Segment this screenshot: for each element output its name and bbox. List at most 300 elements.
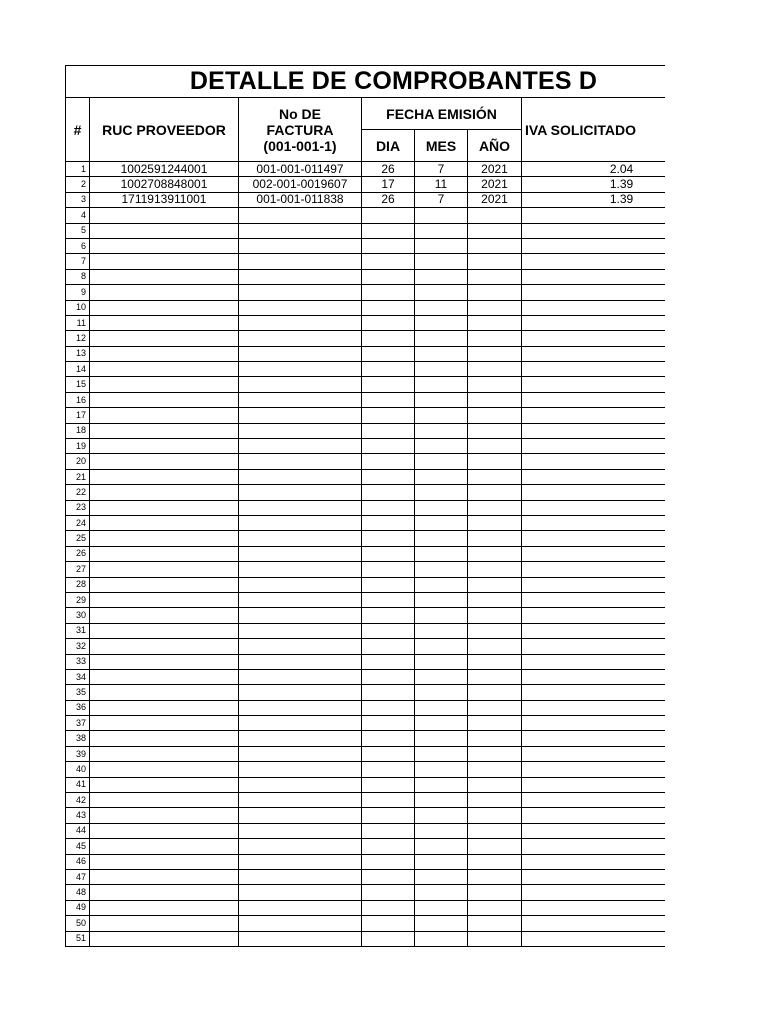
mes-cell[interactable]: [415, 639, 468, 654]
anio-cell[interactable]: 2021: [468, 162, 522, 177]
dia-cell[interactable]: [362, 854, 415, 869]
iva-cell[interactable]: [522, 608, 666, 623]
anio-cell[interactable]: [468, 408, 522, 423]
mes-cell[interactable]: [415, 885, 468, 900]
anio-cell[interactable]: [468, 808, 522, 823]
ruc-cell[interactable]: [90, 377, 239, 392]
anio-cell[interactable]: [468, 485, 522, 500]
iva-cell[interactable]: [522, 900, 666, 915]
row-number[interactable]: 5: [66, 223, 90, 238]
dia-cell[interactable]: [362, 869, 415, 884]
mes-cell[interactable]: [415, 869, 468, 884]
iva-cell[interactable]: [522, 916, 666, 931]
mes-cell[interactable]: 7: [415, 162, 468, 177]
mes-cell[interactable]: [415, 223, 468, 238]
iva-cell[interactable]: [522, 208, 666, 223]
dia-cell[interactable]: [362, 531, 415, 546]
anio-cell[interactable]: [468, 439, 522, 454]
factura-cell[interactable]: [239, 469, 362, 484]
anio-cell[interactable]: [468, 238, 522, 253]
iva-cell[interactable]: [522, 300, 666, 315]
dia-cell[interactable]: [362, 623, 415, 638]
dia-cell[interactable]: [362, 546, 415, 561]
factura-cell[interactable]: [239, 839, 362, 854]
mes-cell[interactable]: [415, 685, 468, 700]
dia-cell[interactable]: [362, 669, 415, 684]
factura-cell[interactable]: [239, 208, 362, 223]
dia-cell[interactable]: [362, 269, 415, 284]
factura-cell[interactable]: [239, 931, 362, 946]
dia-cell[interactable]: [362, 592, 415, 607]
factura-cell[interactable]: [239, 869, 362, 884]
ruc-cell[interactable]: [90, 269, 239, 284]
dia-cell[interactable]: [362, 331, 415, 346]
row-number[interactable]: 16: [66, 392, 90, 407]
factura-cell[interactable]: [239, 808, 362, 823]
mes-cell[interactable]: [415, 823, 468, 838]
mes-cell[interactable]: [415, 269, 468, 284]
mes-cell[interactable]: [415, 238, 468, 253]
anio-cell[interactable]: [468, 454, 522, 469]
dia-cell[interactable]: [362, 900, 415, 915]
factura-cell[interactable]: [239, 285, 362, 300]
factura-cell[interactable]: [239, 269, 362, 284]
ruc-cell[interactable]: [90, 746, 239, 761]
mes-cell[interactable]: [415, 546, 468, 561]
dia-cell[interactable]: [362, 639, 415, 654]
factura-cell[interactable]: [239, 546, 362, 561]
row-number[interactable]: 47: [66, 869, 90, 884]
row-number[interactable]: 14: [66, 362, 90, 377]
dia-cell[interactable]: [362, 762, 415, 777]
anio-cell[interactable]: [468, 423, 522, 438]
factura-cell[interactable]: [239, 331, 362, 346]
dia-cell[interactable]: [362, 285, 415, 300]
dia-cell[interactable]: [362, 254, 415, 269]
ruc-cell[interactable]: [90, 531, 239, 546]
row-number[interactable]: 30: [66, 608, 90, 623]
iva-cell[interactable]: [522, 685, 666, 700]
anio-cell[interactable]: [468, 469, 522, 484]
ruc-cell[interactable]: [90, 685, 239, 700]
ruc-cell[interactable]: [90, 700, 239, 715]
row-number[interactable]: 29: [66, 592, 90, 607]
ruc-cell[interactable]: [90, 669, 239, 684]
row-number[interactable]: 15: [66, 377, 90, 392]
mes-cell[interactable]: [415, 408, 468, 423]
mes-cell[interactable]: [415, 531, 468, 546]
ruc-cell[interactable]: [90, 331, 239, 346]
anio-cell[interactable]: [468, 731, 522, 746]
factura-cell[interactable]: [239, 623, 362, 638]
dia-cell[interactable]: [362, 238, 415, 253]
row-number[interactable]: 45: [66, 839, 90, 854]
ruc-cell[interactable]: [90, 654, 239, 669]
row-number[interactable]: 18: [66, 423, 90, 438]
dia-cell[interactable]: [362, 485, 415, 500]
ruc-cell[interactable]: [90, 423, 239, 438]
iva-cell[interactable]: [522, 808, 666, 823]
anio-cell[interactable]: [468, 623, 522, 638]
factura-cell[interactable]: [239, 700, 362, 715]
factura-cell[interactable]: [239, 408, 362, 423]
mes-cell[interactable]: [415, 362, 468, 377]
anio-cell[interactable]: [468, 746, 522, 761]
dia-cell[interactable]: [362, 346, 415, 361]
header-factura[interactable]: [239, 98, 362, 162]
dia-cell[interactable]: [362, 700, 415, 715]
dia-cell[interactable]: [362, 562, 415, 577]
ruc-cell[interactable]: [90, 839, 239, 854]
row-number[interactable]: 32: [66, 639, 90, 654]
dia-cell[interactable]: [362, 392, 415, 407]
mes-cell[interactable]: 7: [415, 192, 468, 207]
row-number[interactable]: 37: [66, 716, 90, 731]
iva-cell[interactable]: [522, 285, 666, 300]
ruc-cell[interactable]: [90, 808, 239, 823]
row-number[interactable]: 50: [66, 916, 90, 931]
mes-cell[interactable]: [415, 439, 468, 454]
iva-cell[interactable]: [522, 777, 666, 792]
mes-cell[interactable]: [415, 916, 468, 931]
iva-cell[interactable]: [522, 254, 666, 269]
anio-cell[interactable]: [468, 223, 522, 238]
row-number[interactable]: 35: [66, 685, 90, 700]
factura-cell[interactable]: [239, 562, 362, 577]
row-number[interactable]: 33: [66, 654, 90, 669]
row-number[interactable]: 17: [66, 408, 90, 423]
mes-cell[interactable]: [415, 315, 468, 330]
header-ruc[interactable]: RUC PROVEEDOR: [90, 98, 239, 162]
dia-cell[interactable]: [362, 223, 415, 238]
ruc-cell[interactable]: [90, 454, 239, 469]
row-number[interactable]: 26: [66, 546, 90, 561]
row-number[interactable]: 43: [66, 808, 90, 823]
factura-cell[interactable]: [239, 746, 362, 761]
ruc-cell[interactable]: [90, 639, 239, 654]
factura-cell[interactable]: [239, 439, 362, 454]
row-number[interactable]: 7: [66, 254, 90, 269]
iva-cell[interactable]: [522, 793, 666, 808]
iva-cell[interactable]: [522, 515, 666, 530]
factura-cell[interactable]: [239, 238, 362, 253]
ruc-cell[interactable]: [90, 716, 239, 731]
iva-cell[interactable]: [522, 823, 666, 838]
ruc-cell[interactable]: [90, 285, 239, 300]
factura-cell[interactable]: [239, 315, 362, 330]
ruc-cell[interactable]: [90, 439, 239, 454]
factura-cell[interactable]: [239, 900, 362, 915]
factura-cell[interactable]: [239, 454, 362, 469]
factura-cell[interactable]: [239, 223, 362, 238]
row-number[interactable]: 2: [66, 177, 90, 192]
dia-cell[interactable]: [362, 423, 415, 438]
mes-cell[interactable]: [415, 762, 468, 777]
anio-cell[interactable]: [468, 562, 522, 577]
mes-cell[interactable]: [415, 854, 468, 869]
dia-cell[interactable]: [362, 577, 415, 592]
ruc-cell[interactable]: [90, 793, 239, 808]
iva-cell[interactable]: [522, 700, 666, 715]
mes-cell[interactable]: [415, 377, 468, 392]
ruc-cell[interactable]: [90, 362, 239, 377]
ruc-cell[interactable]: [90, 485, 239, 500]
row-number[interactable]: 19: [66, 439, 90, 454]
mes-cell[interactable]: [415, 500, 468, 515]
header-num[interactable]: #: [66, 98, 90, 162]
iva-cell[interactable]: [522, 485, 666, 500]
anio-cell[interactable]: [468, 346, 522, 361]
row-number[interactable]: 49: [66, 900, 90, 915]
iva-cell[interactable]: [522, 346, 666, 361]
header-mes[interactable]: MES: [415, 130, 468, 162]
iva-cell[interactable]: [522, 885, 666, 900]
dia-cell[interactable]: [362, 823, 415, 838]
mes-cell[interactable]: [415, 346, 468, 361]
mes-cell[interactable]: [415, 208, 468, 223]
iva-cell[interactable]: [522, 762, 666, 777]
factura-cell[interactable]: 002-001-0019607: [239, 177, 362, 192]
anio-cell[interactable]: [468, 777, 522, 792]
anio-cell[interactable]: [468, 762, 522, 777]
sheet-title-cell[interactable]: [66, 66, 666, 98]
anio-cell[interactable]: [468, 331, 522, 346]
dia-cell[interactable]: [362, 777, 415, 792]
dia-cell[interactable]: [362, 685, 415, 700]
ruc-cell[interactable]: [90, 823, 239, 838]
anio-cell[interactable]: [468, 716, 522, 731]
iva-cell[interactable]: [522, 839, 666, 854]
dia-cell[interactable]: [362, 716, 415, 731]
iva-cell[interactable]: [522, 546, 666, 561]
anio-cell[interactable]: [468, 546, 522, 561]
row-number[interactable]: 1: [66, 162, 90, 177]
dia-cell[interactable]: [362, 731, 415, 746]
mes-cell[interactable]: [415, 669, 468, 684]
row-number[interactable]: 41: [66, 777, 90, 792]
row-number[interactable]: 31: [66, 623, 90, 638]
anio-cell[interactable]: [468, 500, 522, 515]
ruc-cell[interactable]: 1002591244001: [90, 162, 239, 177]
dia-cell[interactable]: [362, 608, 415, 623]
ruc-cell[interactable]: [90, 208, 239, 223]
factura-cell[interactable]: [239, 654, 362, 669]
mes-cell[interactable]: [415, 654, 468, 669]
anio-cell[interactable]: [468, 639, 522, 654]
ruc-cell[interactable]: [90, 623, 239, 638]
dia-cell[interactable]: [362, 839, 415, 854]
anio-cell[interactable]: [468, 654, 522, 669]
factura-cell[interactable]: [239, 254, 362, 269]
ruc-cell[interactable]: 1002708848001: [90, 177, 239, 192]
ruc-cell[interactable]: [90, 254, 239, 269]
row-number[interactable]: 23: [66, 500, 90, 515]
dia-cell[interactable]: [362, 746, 415, 761]
mes-cell[interactable]: [415, 608, 468, 623]
iva-cell[interactable]: [522, 531, 666, 546]
mes-cell[interactable]: [415, 331, 468, 346]
row-number[interactable]: 27: [66, 562, 90, 577]
ruc-cell[interactable]: [90, 931, 239, 946]
row-number[interactable]: 6: [66, 238, 90, 253]
anio-cell[interactable]: [468, 362, 522, 377]
iva-cell[interactable]: [522, 869, 666, 884]
row-number[interactable]: 11: [66, 315, 90, 330]
ruc-cell[interactable]: [90, 515, 239, 530]
iva-cell[interactable]: [522, 669, 666, 684]
mes-cell[interactable]: [415, 485, 468, 500]
mes-cell[interactable]: [415, 454, 468, 469]
iva-cell[interactable]: [522, 315, 666, 330]
iva-cell[interactable]: [522, 654, 666, 669]
iva-cell[interactable]: [522, 362, 666, 377]
iva-cell[interactable]: [522, 562, 666, 577]
ruc-cell[interactable]: [90, 500, 239, 515]
anio-cell[interactable]: [468, 531, 522, 546]
mes-cell[interactable]: [415, 746, 468, 761]
factura-cell[interactable]: [239, 485, 362, 500]
iva-cell[interactable]: [522, 731, 666, 746]
dia-cell[interactable]: 26: [362, 192, 415, 207]
anio-cell[interactable]: [468, 700, 522, 715]
dia-cell[interactable]: [362, 377, 415, 392]
iva-cell[interactable]: [522, 746, 666, 761]
ruc-cell[interactable]: [90, 869, 239, 884]
row-number[interactable]: 8: [66, 269, 90, 284]
factura-cell[interactable]: [239, 916, 362, 931]
mes-cell[interactable]: [415, 254, 468, 269]
mes-cell[interactable]: [415, 716, 468, 731]
dia-cell[interactable]: [362, 469, 415, 484]
dia-cell[interactable]: [362, 454, 415, 469]
ruc-cell[interactable]: [90, 315, 239, 330]
factura-cell[interactable]: [239, 423, 362, 438]
ruc-cell[interactable]: [90, 592, 239, 607]
mes-cell[interactable]: [415, 285, 468, 300]
factura-cell[interactable]: [239, 377, 362, 392]
mes-cell[interactable]: [415, 623, 468, 638]
header-dia[interactable]: DIA: [362, 130, 415, 162]
row-number[interactable]: 42: [66, 793, 90, 808]
anio-cell[interactable]: [468, 931, 522, 946]
factura-cell[interactable]: [239, 823, 362, 838]
dia-cell[interactable]: [362, 208, 415, 223]
dia-cell[interactable]: [362, 439, 415, 454]
row-number[interactable]: 48: [66, 885, 90, 900]
mes-cell[interactable]: [415, 469, 468, 484]
factura-cell[interactable]: [239, 777, 362, 792]
ruc-cell[interactable]: [90, 777, 239, 792]
iva-cell[interactable]: [522, 469, 666, 484]
factura-cell[interactable]: [239, 531, 362, 546]
row-number[interactable]: 24: [66, 515, 90, 530]
anio-cell[interactable]: [468, 285, 522, 300]
anio-cell[interactable]: [468, 839, 522, 854]
header-iva[interactable]: IVA SOLICITADO: [522, 98, 666, 162]
row-number[interactable]: 40: [66, 762, 90, 777]
anio-cell[interactable]: [468, 315, 522, 330]
dia-cell[interactable]: 26: [362, 162, 415, 177]
mes-cell[interactable]: [415, 592, 468, 607]
mes-cell[interactable]: [415, 731, 468, 746]
iva-cell[interactable]: [522, 408, 666, 423]
row-number[interactable]: 22: [66, 485, 90, 500]
mes-cell[interactable]: [415, 839, 468, 854]
iva-cell[interactable]: [522, 439, 666, 454]
iva-cell[interactable]: [522, 269, 666, 284]
row-number[interactable]: 28: [66, 577, 90, 592]
factura-cell[interactable]: [239, 793, 362, 808]
ruc-cell[interactable]: [90, 392, 239, 407]
factura-cell[interactable]: [239, 669, 362, 684]
anio-cell[interactable]: [468, 793, 522, 808]
anio-cell[interactable]: 2021: [468, 177, 522, 192]
mes-cell[interactable]: [415, 562, 468, 577]
anio-cell[interactable]: [468, 515, 522, 530]
factura-cell[interactable]: [239, 392, 362, 407]
factura-cell[interactable]: [239, 608, 362, 623]
anio-cell[interactable]: [468, 608, 522, 623]
iva-cell[interactable]: [522, 377, 666, 392]
ruc-cell[interactable]: [90, 346, 239, 361]
factura-cell[interactable]: [239, 762, 362, 777]
row-number[interactable]: 10: [66, 300, 90, 315]
row-number[interactable]: 51: [66, 931, 90, 946]
ruc-cell[interactable]: [90, 762, 239, 777]
mes-cell[interactable]: [415, 808, 468, 823]
factura-cell[interactable]: [239, 885, 362, 900]
mes-cell[interactable]: [415, 577, 468, 592]
dia-cell[interactable]: [362, 300, 415, 315]
iva-cell[interactable]: [522, 500, 666, 515]
factura-cell[interactable]: [239, 577, 362, 592]
iva-cell[interactable]: [522, 423, 666, 438]
iva-cell[interactable]: [522, 623, 666, 638]
iva-cell[interactable]: [522, 592, 666, 607]
anio-cell[interactable]: [468, 669, 522, 684]
factura-cell[interactable]: [239, 731, 362, 746]
ruc-cell[interactable]: [90, 577, 239, 592]
iva-cell[interactable]: 1.39: [522, 177, 666, 192]
factura-cell[interactable]: [239, 639, 362, 654]
factura-cell[interactable]: 001-001-011838: [239, 192, 362, 207]
dia-cell[interactable]: [362, 315, 415, 330]
mes-cell[interactable]: [415, 515, 468, 530]
ruc-cell[interactable]: [90, 916, 239, 931]
dia-cell[interactable]: [362, 654, 415, 669]
row-number[interactable]: 34: [66, 669, 90, 684]
ruc-cell[interactable]: [90, 408, 239, 423]
iva-cell[interactable]: 1.39: [522, 192, 666, 207]
dia-cell[interactable]: [362, 793, 415, 808]
row-number[interactable]: 9: [66, 285, 90, 300]
iva-cell[interactable]: [522, 454, 666, 469]
row-number[interactable]: 20: [66, 454, 90, 469]
ruc-cell[interactable]: 1711913911001: [90, 192, 239, 207]
iva-cell[interactable]: 2.04: [522, 162, 666, 177]
factura-cell[interactable]: 001-001-011497: [239, 162, 362, 177]
factura-cell[interactable]: [239, 854, 362, 869]
iva-cell[interactable]: [522, 639, 666, 654]
iva-cell[interactable]: [522, 854, 666, 869]
mes-cell[interactable]: 11: [415, 177, 468, 192]
anio-cell[interactable]: [468, 392, 522, 407]
factura-cell[interactable]: [239, 362, 362, 377]
ruc-cell[interactable]: [90, 469, 239, 484]
mes-cell[interactable]: [415, 423, 468, 438]
dia-cell[interactable]: [362, 515, 415, 530]
anio-cell[interactable]: [468, 854, 522, 869]
